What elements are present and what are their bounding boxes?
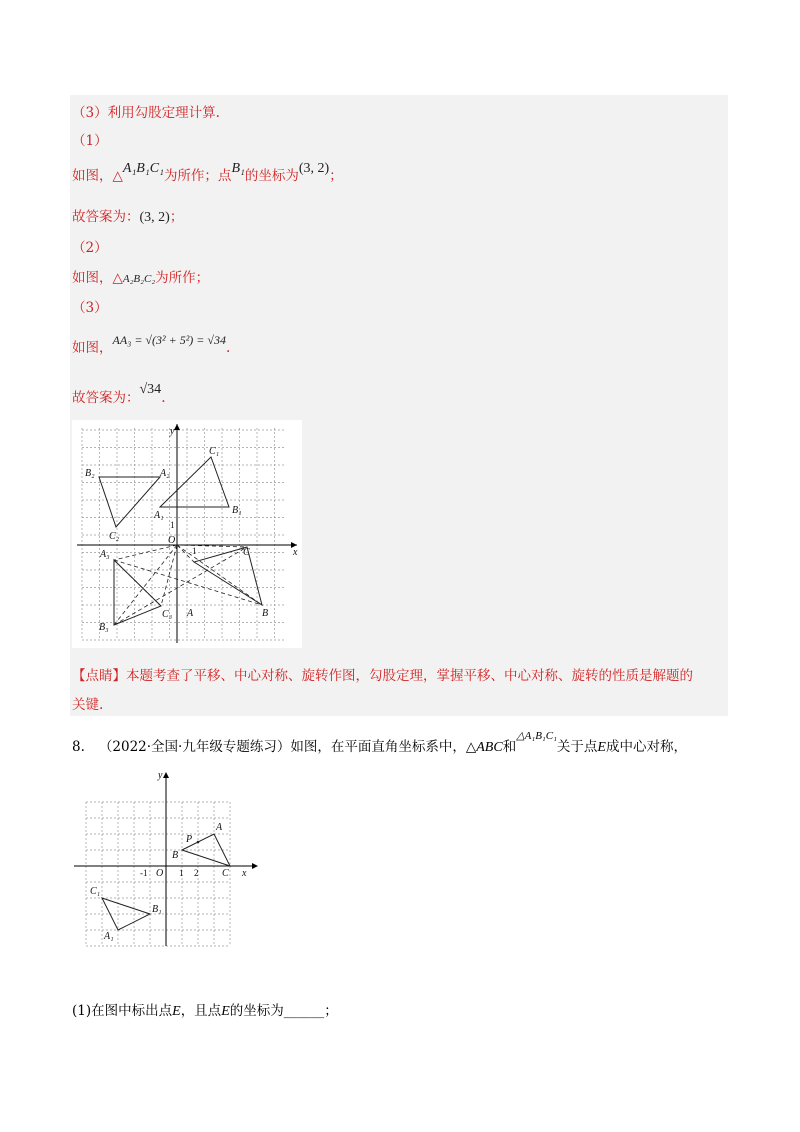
part1-e1: E (172, 1004, 181, 1019)
fig1-label-A1: A₁ (154, 510, 164, 521)
answer3-label: 故答案为： (72, 390, 140, 406)
question-e: E (597, 740, 606, 755)
triangle-a3b3c3 (114, 560, 161, 625)
part1-triangle: A₁B₁C₁ (122, 161, 164, 176)
fig1-label-A2: A₂ (160, 468, 170, 479)
fig2-y-label: y (158, 770, 163, 781)
question-text-c: 关于点 (556, 739, 598, 755)
question-source: （2022·全国·九年级专题练习） (98, 739, 291, 755)
triangle-a2b2c2 (99, 477, 160, 527)
part2-label: （2） (72, 240, 108, 256)
fig1-label-C: C (243, 547, 250, 558)
question-8-part1 (72, 999, 338, 1020)
fig1-label-C2: C₂ (109, 531, 120, 542)
fig2-label-C1: C₁ (90, 886, 101, 897)
fig1-x-label: x (293, 547, 298, 558)
solution-figure-svg (72, 420, 302, 648)
part2-triangle: A₂B₂C₂ (122, 273, 156, 285)
fig1-label-B2: B₂ (85, 468, 95, 479)
part2-line (72, 266, 209, 286)
fig1-label-C1: C₁ (209, 446, 220, 457)
step3-note: （3）利用勾股定理计算. (72, 105, 220, 121)
fig2-label-A: A (216, 822, 223, 833)
part1-text-c-q: 的坐标为______； (229, 1003, 338, 1019)
part1-end: ； (329, 168, 343, 184)
fig1-label-B1: B₁ (232, 505, 242, 516)
fig2-label-B1: B₁ (152, 904, 162, 915)
question-abc: ABC (476, 740, 503, 755)
part1-text-a: 如图，△ (72, 168, 123, 184)
comment-line (72, 664, 693, 684)
fig2-y-arrow (163, 772, 169, 778)
answer1-end: ； (169, 209, 184, 225)
comment-text: 本题考查了平移、中心对称、旋转作图，勾股定理，掌握平移、中心对称、旋转的性质是解题的 (126, 668, 693, 684)
part3-line (72, 333, 231, 356)
part1-text-b: 为所作；点 (163, 168, 232, 184)
question-figure (72, 768, 262, 948)
answer1-label: 故答案为： (72, 209, 140, 225)
comment-tag: 【点睛】 (72, 668, 126, 684)
fig2-label-A1: A₁ (104, 931, 114, 942)
fig2-two: 2 (194, 868, 199, 878)
answer1-line (72, 205, 183, 226)
fig2-origin-label: O (156, 868, 164, 879)
part1-point: B₁ (231, 161, 245, 176)
part3-text-a: 如图， (72, 340, 113, 356)
fig1-origin-label: O (168, 535, 176, 546)
fig2-label-C: C (222, 868, 229, 879)
fig2-label-B: B (172, 850, 179, 861)
fig1-y-label: y (170, 426, 175, 437)
fig2-x-arrow (252, 863, 258, 869)
part1-text-b-q: ，且点 (180, 1003, 222, 1019)
part1-text-a-q: (1)在图中标出点 (72, 1003, 173, 1019)
part1-e2: E (221, 1004, 230, 1019)
fig1-label-A: A (187, 608, 194, 619)
fig2-label-P: P (186, 834, 193, 845)
question-number: 8. (72, 739, 85, 755)
question-8-stem (72, 730, 687, 756)
fig1-one-y: 1 (170, 520, 175, 530)
part1-label: （1） (72, 133, 108, 149)
part1-text-c: 的坐标为 (244, 168, 299, 184)
y-arrow (174, 424, 180, 430)
question-figure-svg (72, 768, 262, 948)
question-triangle: △A₁B₁C₁ (516, 730, 557, 742)
triangle-a1b1c1 (160, 457, 229, 507)
answer1-value: (3, 2) (139, 210, 170, 225)
part3-label: （3） (72, 300, 108, 316)
answer3-end: . (161, 390, 166, 406)
part3-formula: AA₃ = √(3² + 5²) = √34 (112, 333, 226, 347)
solution-figure (72, 420, 302, 648)
fig1-one-x: 1 (192, 546, 197, 556)
fig1-label-B3: B₃ (99, 622, 109, 633)
part2-text-b: 为所作； (155, 270, 210, 286)
answer3-value: √34 (139, 382, 162, 397)
fig1-label-A3: A₃ (100, 549, 110, 560)
answer3-line (72, 382, 166, 407)
question-text-b: 和 (502, 739, 517, 755)
fig1-label-B: B (262, 608, 269, 619)
fig2-one: 1 (179, 868, 184, 878)
fig2-point-p (197, 841, 200, 844)
part2-text-a: 如图，△ (72, 270, 123, 286)
fig2-minus-one: -1 (140, 868, 148, 878)
fig1-label-C3: C₃ (162, 609, 173, 620)
comment-text-2: 关键. (72, 697, 104, 713)
fig2-x-label: x (242, 868, 247, 879)
question-text-a: 如图，在平面直角坐标系中，△ (290, 739, 477, 755)
part1-coord: (3, 2) (298, 161, 330, 176)
part1-line (72, 161, 343, 185)
question-text-d: 成中心对称， (605, 739, 687, 755)
part3-end: . (225, 340, 231, 356)
